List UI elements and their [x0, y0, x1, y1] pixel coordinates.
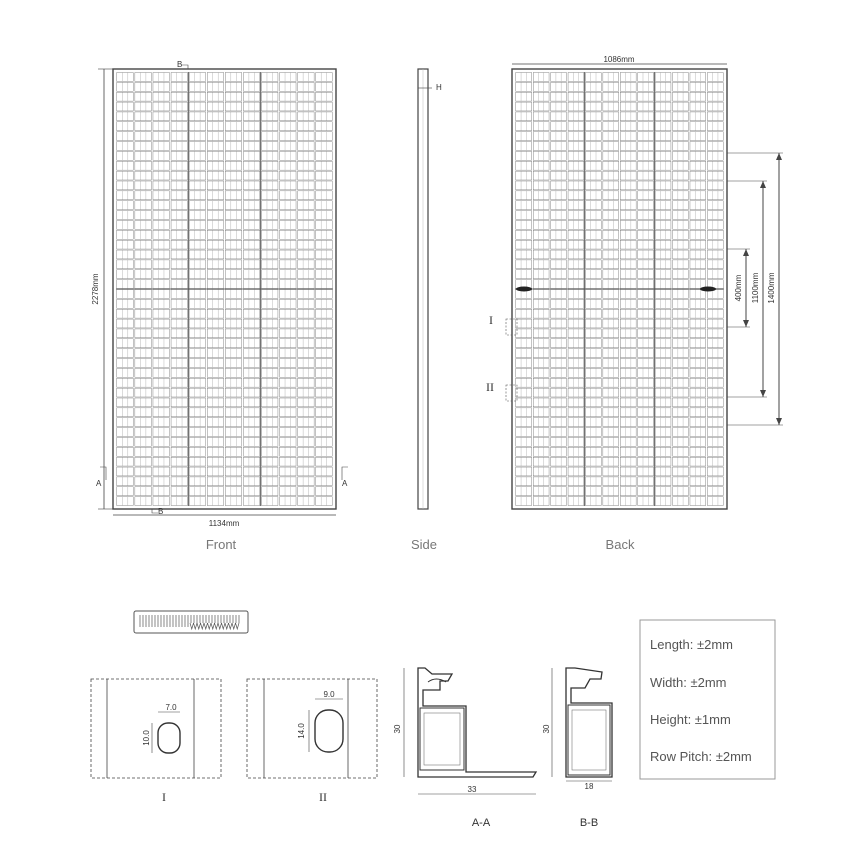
- back-marker-i: I: [489, 313, 493, 327]
- bb-profile-outline: [566, 668, 612, 777]
- detail-ii: [247, 679, 377, 804]
- front-marker-a-left: A: [96, 479, 102, 488]
- frame-strip-detail: [134, 611, 248, 633]
- side-view: [411, 69, 442, 552]
- back-width-dim: 1086mm: [603, 55, 635, 64]
- back-dim-1400: 1400mm: [767, 272, 776, 304]
- section-b-b: [542, 668, 612, 829]
- bb-dim-height: 30: [542, 724, 551, 734]
- bb-dim-width: 18: [584, 782, 594, 791]
- section-a-a: [393, 668, 536, 829]
- aa-label: A-A: [471, 817, 491, 829]
- detail-i: [91, 679, 221, 804]
- detail-i-slot-hole: [158, 723, 180, 753]
- side-view-label: Side: [410, 537, 438, 552]
- detail-ii-border: [247, 679, 377, 778]
- detail-ii-dim-height: 14.0: [297, 723, 306, 739]
- tolerance-width: Width: ±2mm: [650, 675, 727, 690]
- front-width-dim: 1134mm: [208, 519, 240, 528]
- tolerance-length: Length: ±2mm: [650, 637, 734, 652]
- back-view-label: Back: [605, 537, 635, 552]
- detail-i-dim-height: 10.0: [142, 730, 151, 746]
- bb-label: B-B: [579, 817, 599, 829]
- detail-i-label: I: [162, 790, 166, 804]
- junction-box-left: [516, 287, 532, 292]
- tolerance-row-pitch: Row Pitch: ±2mm: [650, 749, 752, 764]
- front-view: [91, 60, 348, 552]
- side-marker-h: H: [436, 83, 442, 92]
- back-dim-1100: 1100mm: [751, 272, 760, 304]
- aa-dim-width: 33: [467, 785, 477, 794]
- detail-i-border: [91, 679, 221, 778]
- back-view: [486, 55, 783, 552]
- detail-ii-label: II: [319, 790, 327, 804]
- aa-dim-height: 30: [393, 724, 402, 734]
- aa-profile-outline: [418, 668, 536, 777]
- junction-box-right: [700, 287, 716, 292]
- front-height-dim: 2278mm: [91, 273, 100, 305]
- front-marker-a-right: A: [342, 479, 348, 488]
- detail-i-dim-width: 7.0: [165, 703, 177, 712]
- detail-ii-slot-hole: [315, 710, 343, 752]
- back-dim-400: 400mm: [734, 274, 743, 302]
- front-marker-b-bottom: B: [158, 507, 164, 516]
- tolerance-height: Height: ±1mm: [650, 712, 731, 727]
- front-marker-b-top: B: [177, 60, 183, 69]
- detail-ii-dim-width: 9.0: [323, 690, 335, 699]
- front-view-label: Front: [205, 537, 237, 552]
- back-marker-ii: II: [486, 380, 494, 394]
- tolerance-box: [640, 620, 775, 779]
